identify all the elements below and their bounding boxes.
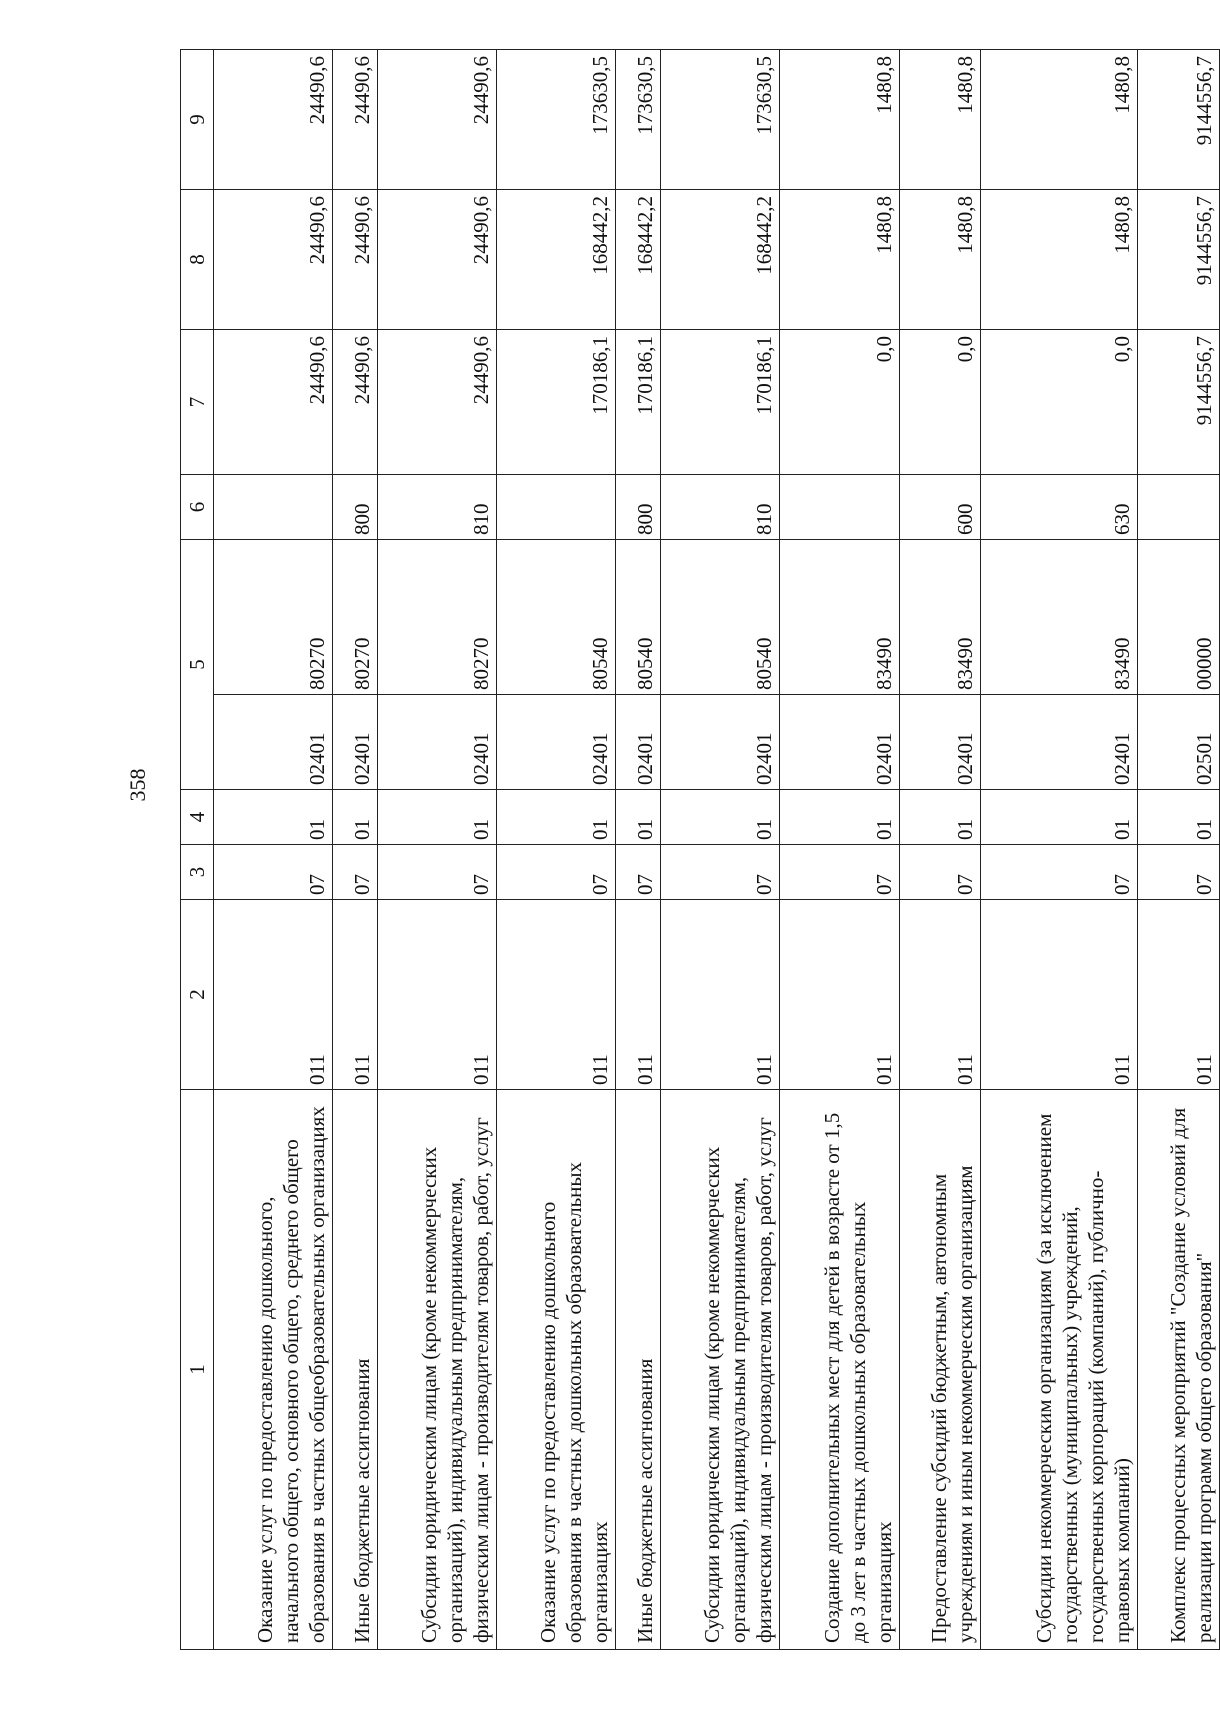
amount-col-9: 173630,5 [497, 50, 616, 190]
section-code: 07 [497, 845, 616, 900]
budget-table [180, 49, 1220, 1650]
row-name: Иные бюджетные ассигнования [616, 1090, 661, 1650]
table-row [981, 50, 1138, 1650]
amount-col-7: 0,0 [981, 330, 1138, 475]
header-col-3: 3 [181, 845, 214, 900]
page-number: 358 [125, 768, 150, 802]
subsection-code: 01 [780, 790, 899, 845]
expense-type-code: 630 [981, 475, 1138, 540]
ministry-code: 011 [660, 900, 779, 1090]
amount-col-8: 24490,6 [333, 190, 378, 330]
expense-type-code [1138, 475, 1220, 540]
header-col-6: 6 [181, 475, 214, 540]
section-code: 07 [780, 845, 899, 900]
subsection-code: 01 [377, 790, 496, 845]
target-article-suffix: 83490 [780, 540, 899, 695]
amount-col-7: 170186,1 [616, 330, 661, 475]
section-code: 07 [899, 845, 981, 900]
section-code: 07 [616, 845, 661, 900]
row-name: Оказание услуг по предоставлению дошкольного образования в частных дошкольных образовательных организациях [497, 1090, 616, 1650]
amount-col-8: 168442,2 [660, 190, 779, 330]
ministry-code: 011 [981, 900, 1138, 1090]
target-article-code: 02401 [214, 695, 333, 790]
amount-col-9: 24490,6 [377, 50, 496, 190]
amount-col-9: 24490,6 [333, 50, 378, 190]
header-col-1: 1 [181, 1090, 214, 1650]
target-article-suffix: 80540 [616, 540, 661, 695]
ministry-code: 011 [1138, 900, 1220, 1090]
amount-col-9: 1480,8 [981, 50, 1138, 190]
target-article-code: 02401 [981, 695, 1138, 790]
expense-type-code: 600 [899, 475, 981, 540]
amount-col-7: 170186,1 [497, 330, 616, 475]
target-article-code: 02401 [780, 695, 899, 790]
table-row [497, 50, 616, 1650]
amount-col-8: 1480,8 [780, 190, 899, 330]
section-code: 07 [1138, 845, 1220, 900]
row-name: Субсидии некоммерческим организациям (за исключением государственных (муниципальных) учреждений, государственных корпораций (компаний), публично-правовых компаний) [981, 1090, 1138, 1650]
section-code: 07 [333, 845, 378, 900]
expense-type-code [214, 475, 333, 540]
table-row [660, 50, 779, 1650]
target-article-suffix: 83490 [899, 540, 981, 695]
ministry-code: 011 [214, 900, 333, 1090]
subsection-code: 01 [899, 790, 981, 845]
row-name: Предоставление субсидий бюджетным, автономным учреждениям и иным некоммерческим организациям [899, 1090, 981, 1650]
table-row [214, 50, 333, 1650]
row-name: Создание дополнительных мест для детей в возрасте от 1,5 до 3 лет в частных дошкольных образовательных организациях [780, 1090, 899, 1650]
row-name: Иные бюджетные ассигнования [333, 1090, 378, 1650]
target-article-suffix: 83490 [981, 540, 1138, 695]
expense-type-code [780, 475, 899, 540]
target-article-suffix: 00000 [1138, 540, 1220, 695]
amount-col-8: 9144556,7 [1138, 190, 1220, 330]
amount-col-9: 1480,8 [899, 50, 981, 190]
subsection-code: 01 [1138, 790, 1220, 845]
target-article-code: 02401 [333, 695, 378, 790]
section-code: 07 [377, 845, 496, 900]
amount-col-8: 24490,6 [214, 190, 333, 330]
table-row [333, 50, 378, 1650]
ministry-code: 011 [497, 900, 616, 1090]
row-name: Субсидии юридическим лицам (кроме некоммерческих организаций), индивидуальным предпринимателям, физическим лицам - производителям товаров, работ, услуг [660, 1090, 779, 1650]
amount-col-8: 168442,2 [616, 190, 661, 330]
amount-col-9: 173630,5 [660, 50, 779, 190]
subsection-code: 01 [497, 790, 616, 845]
ministry-code: 011 [377, 900, 496, 1090]
target-article-suffix: 80540 [497, 540, 616, 695]
amount-col-7: 0,0 [899, 330, 981, 475]
row-name: Субсидии юридическим лицам (кроме некоммерческих организаций), индивидуальным предпринимателям, физическим лицам - производителям товаров, работ, услуг [377, 1090, 496, 1650]
table-row [377, 50, 496, 1650]
target-article-code: 02401 [377, 695, 496, 790]
row-name: Оказание услуг по предоставлению дошкольного, начального общего, основного общего, среднего общего образования в частных общеобразовательных организациях [214, 1090, 333, 1650]
amount-col-9: 24490,6 [214, 50, 333, 190]
expense-type-code: 810 [377, 475, 496, 540]
expense-type-code [497, 475, 616, 540]
amount-col-8: 24490,6 [377, 190, 496, 330]
amount-col-8: 1480,8 [981, 190, 1138, 330]
section-code: 07 [981, 845, 1138, 900]
amount-col-9: 9144556,7 [1138, 50, 1220, 190]
target-article-suffix: 80270 [214, 540, 333, 695]
table-row [780, 50, 899, 1650]
table-row [616, 50, 661, 1650]
expense-type-code: 800 [616, 475, 661, 540]
ministry-code: 011 [616, 900, 661, 1090]
expense-type-code: 810 [660, 475, 779, 540]
subsection-code: 01 [333, 790, 378, 845]
subsection-code: 01 [981, 790, 1138, 845]
amount-col-7: 9144556,7 [1138, 330, 1220, 475]
target-article-code: 02401 [660, 695, 779, 790]
amount-col-7: 170186,1 [660, 330, 779, 475]
table-row [1138, 50, 1220, 1650]
target-article-suffix: 80270 [333, 540, 378, 695]
target-article-code: 02401 [497, 695, 616, 790]
amount-col-9: 173630,5 [616, 50, 661, 190]
amount-col-7: 24490,6 [377, 330, 496, 475]
ministry-code: 011 [333, 900, 378, 1090]
amount-col-7: 24490,6 [333, 330, 378, 475]
amount-col-7: 24490,6 [214, 330, 333, 475]
amount-col-7: 0,0 [780, 330, 899, 475]
header-col-5: 5 [181, 540, 214, 790]
amount-col-8: 168442,2 [497, 190, 616, 330]
target-article-code: 02401 [899, 695, 981, 790]
header-col-9: 9 [181, 50, 214, 190]
subsection-code: 01 [660, 790, 779, 845]
amount-col-8: 1480,8 [899, 190, 981, 330]
section-code: 07 [214, 845, 333, 900]
table-row [899, 50, 981, 1650]
row-name: Комплекс процессных мероприятий "Создание условий для реализации программ общего образования" [1138, 1090, 1220, 1650]
amount-col-9: 1480,8 [780, 50, 899, 190]
target-article-code: 02401 [616, 695, 661, 790]
section-code: 07 [660, 845, 779, 900]
target-article-suffix: 80540 [660, 540, 779, 695]
subsection-code: 01 [214, 790, 333, 845]
ministry-code: 011 [780, 900, 899, 1090]
ministry-code: 011 [899, 900, 981, 1090]
header-col-4: 4 [181, 790, 214, 845]
header-col-8: 8 [181, 190, 214, 330]
expense-type-code: 800 [333, 475, 378, 540]
rotated-page-content [180, 50, 1220, 1650]
header-col-2: 2 [181, 900, 214, 1090]
subsection-code: 01 [616, 790, 661, 845]
table-header-row [181, 50, 214, 1650]
target-article-suffix: 80270 [377, 540, 496, 695]
target-article-code: 02501 [1138, 695, 1220, 790]
header-col-7: 7 [181, 330, 214, 475]
